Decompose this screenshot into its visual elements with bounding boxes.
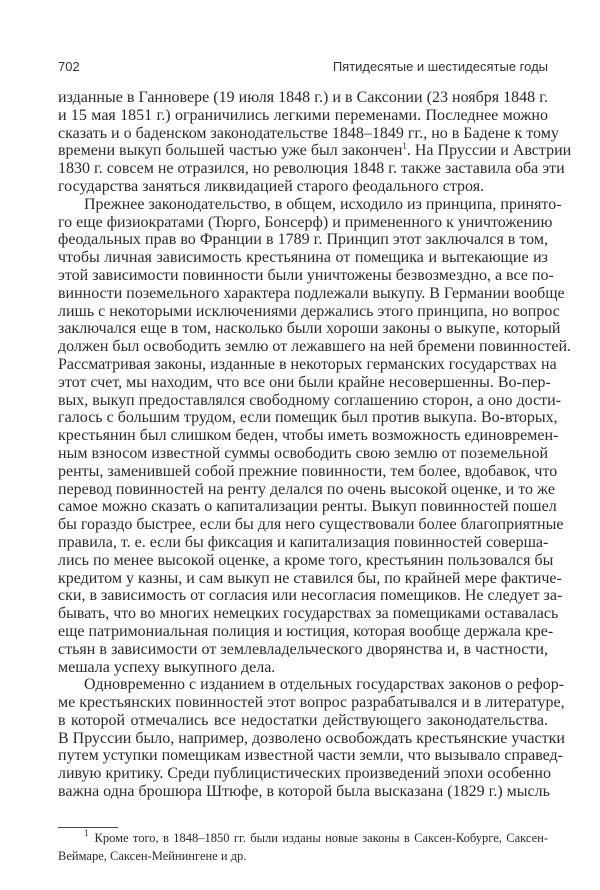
text-line: ски, в зависимость от согласия или несогласия помещиков. Не следует за-: [58, 587, 563, 605]
text-line: важна одна брошюра Штюфе, в которой была высказана (1829 г.) мысль: [58, 783, 550, 801]
text-line: правила, т. е. если бы фиксация и капитализация повинностей соверша-: [58, 533, 549, 551]
text-line: и 15 мая 1851 г.) ограничились легкими переменами. Последнее можно: [58, 106, 548, 124]
paragraph: [58, 89, 572, 196]
footnote-reference[interactable]: 1: [402, 141, 407, 152]
text-line: перевод повинностей на ренту делался по очень высокой оценке, и то же: [58, 480, 555, 498]
text-line: заключался еще в том, насколько были хороши законы о выкупе, который: [58, 320, 561, 338]
text-line: самое можно сказать о капитализации ренты. Выкуп повинностей пошел: [58, 498, 557, 516]
footnote-marker: 1: [84, 828, 89, 838]
paragraph: [58, 195, 572, 677]
text-line: лишь с некоторыми исключениями держались этого принципа, но вопрос: [58, 302, 560, 320]
text-line: Одновременно с изданием в отдельных государствах законов о рефор-: [84, 676, 565, 694]
text-line: винности поземельного характера подлежали выкупу. В Германии вообще: [58, 284, 565, 302]
text-line: мешала успеху выкупного дела.: [58, 658, 276, 676]
text-line: лись по менее высокой оценке, а кроме того, крестьянин пользовался бы: [58, 551, 554, 569]
text-line: стьян в зависимости от землевладельческого дворянства и, в частности,: [58, 640, 548, 658]
text-line: го еще физиократами (Тюрго, Бонсерф) и примененного к уничтожению: [58, 213, 553, 231]
text-line: ме крестьянских повинностей этот вопрос разрабатывался и в литературе,: [58, 694, 565, 712]
text-line: вых, выкуп предоставлялся свободному соглашению сторон, а оно дости-: [58, 391, 562, 409]
text-line: В Пруссии было, например, дозволено освобождать крестьянские участки: [58, 729, 565, 747]
paragraph: [58, 676, 565, 801]
text-line: путем уступки помещикам известной части земли, что вызывало справед-: [58, 747, 564, 765]
text-line: ренты, заменившей собой прежние повинности, тем более, вдобавок, что: [58, 462, 558, 480]
footnote-line: Веймаре, Саксен-Мейнингене и др.: [58, 848, 247, 863]
text-line: изданные в Ганновере (19 июля 1848 г.) и в Саксонии (23 ноября 1848 г.: [58, 89, 548, 106]
body-text: [58, 89, 572, 801]
text-line: ливую критику. Среди публицистических произведений эпохи особенно: [58, 765, 551, 783]
footnote: [58, 830, 548, 866]
text-line: еще патримониальная полиция и юстиция, которая вообще держала кре-: [58, 622, 554, 640]
text-segment: . На Пруссии и Австрии: [406, 142, 572, 160]
text-line: 1830 г. совсем не отразился, но революция 1848 г. также заставила оба эти: [58, 160, 565, 178]
page-number: 702: [58, 59, 80, 74]
text-segment: времени выкуп большей частью уже был закончен: [58, 142, 403, 160]
text-line: государства заняться ликвидацией старого феодального строя.: [58, 177, 485, 195]
text-line: этой зависимости повинности были уничтожены безвозмездно, а все по-: [58, 266, 554, 284]
text-line: этот счет, мы находим, что все они были крайне несовершенны. Во-пер-: [58, 373, 551, 391]
footnote-line: [58, 830, 548, 848]
footnote-text: Кроме того, в 1848–1850 гг. были изданы новые законы в Саксен-Кобурге, Саксен-: [94, 831, 548, 845]
text-line: бывать, что во многих немецких государствах за помещиками оставалась: [58, 605, 559, 623]
text-line: Прежнее законодательство, в общем, исходило из принципа, принято-: [84, 195, 562, 213]
text-line: должен был освободить землю от лежавшего на ней бремени повинностей.: [58, 338, 572, 356]
text-line: ным взносом известной суммы освободить свою землю от поземельной: [58, 444, 548, 462]
text-line: чтобы личная зависимость крестьянина от помещика и вытекающие из: [58, 249, 548, 267]
text-line: кредитом у казны, и сам выкуп не ставился бы, по крайней мере фактиче-: [58, 569, 562, 587]
text-line: феодальных прав во Франции в 1789 г. Принцип этот заключался в том,: [58, 231, 548, 249]
text-line: галось с большим трудом, если помещик был против выкупа. Во-вторых,: [58, 409, 558, 427]
running-header: [58, 59, 548, 77]
text-line: крестьянин был слишком беден, чтобы иметь возможность единовремен-: [58, 427, 559, 445]
text-line: в которой отмечались все недостатки действующего законодательства.: [58, 711, 548, 729]
text-line: [58, 141, 572, 160]
text-line: Рассматривая законы, изданные в некоторых германских государствах на: [58, 355, 557, 373]
text-line: бы гораздо быстрее, если бы для него существовали более благоприятные: [58, 516, 564, 534]
text-line: сказать и о баденском законодательстве 1848–1849 гг., но в Бадене к тому: [58, 124, 559, 142]
running-title: Пятидесятые и шестидесятые годы: [332, 59, 548, 74]
